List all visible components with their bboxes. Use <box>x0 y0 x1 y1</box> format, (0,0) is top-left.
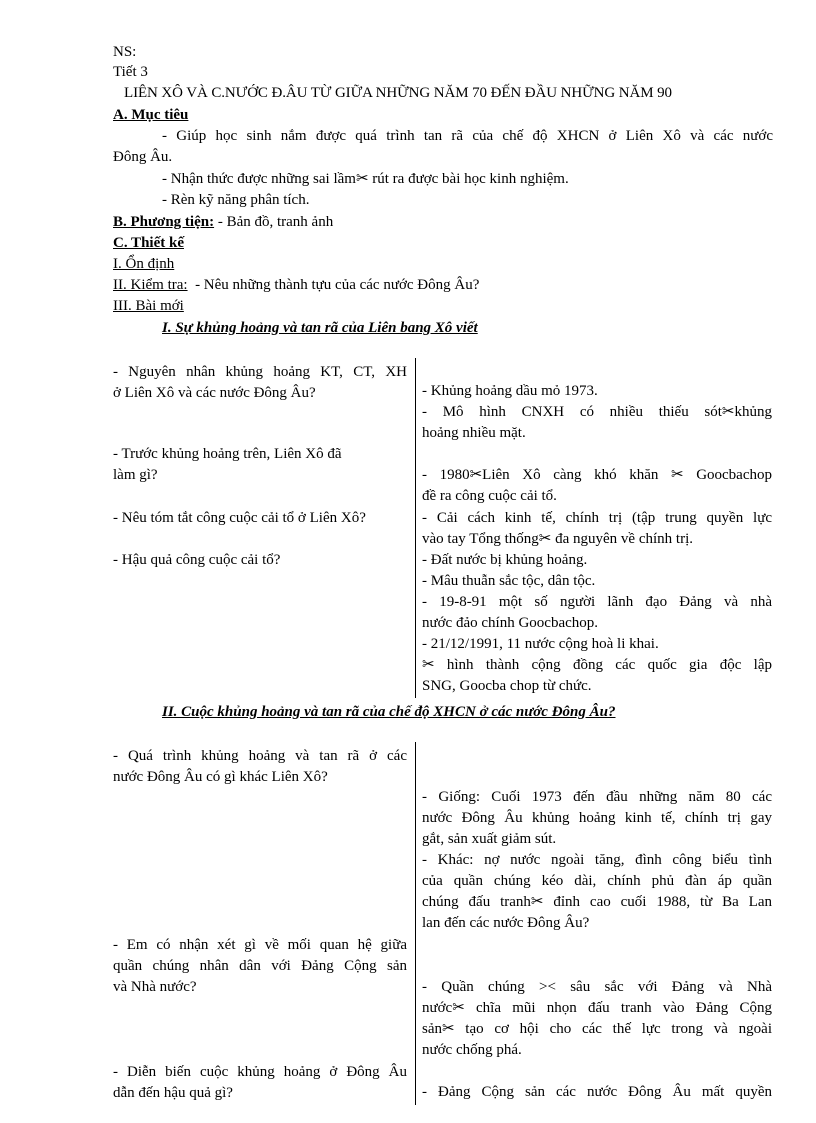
s2-answer-1 <box>422 787 772 934</box>
s2-q3-line-b: dẫn đến hậu quả gì? <box>113 1085 233 1101</box>
s2-q1-line-b: nước Đông Âu có gì khác Liên Xô? <box>113 769 328 785</box>
objective-1a: - Giúp học sinh nắm được quá trình tan rã của chế độ XHCN ở Liên Xô và các nước <box>162 128 773 144</box>
step-bai-moi: III. Bài mới <box>113 298 184 314</box>
ns-label: NS: <box>113 44 137 60</box>
design-heading: C. Thiết kế <box>113 235 184 251</box>
s1-question-4 <box>113 550 407 571</box>
s1-answer-3 <box>422 508 772 550</box>
s1-q1-line-a: - Nguyên nhân khủng hoảng KT, CT, XH <box>113 364 407 380</box>
s2-a1-line-b: nước Đông Âu khủng hoảng kinh tế, chính trị gay <box>422 810 772 826</box>
s1-a1-line-b: - Mô hình CNXH có nhiều thiếu sót✂khủng <box>422 404 772 420</box>
s2-a1-line-g: lan đến các nước Đông Âu? <box>422 915 590 931</box>
lesson-number: Tiết 3 <box>113 64 148 80</box>
s2-answer-2 <box>422 977 772 1061</box>
s2-a1-line-d: - Khác: nợ nước ngoài tăng, đình công biểu tình <box>422 852 772 868</box>
means-text: - Bản đồ, tranh ảnh <box>214 214 334 230</box>
section-2-title: II. Cuộc khủng hoảng và tan rã của chế độ XHCN ở các nước Đông Âu? <box>162 704 616 720</box>
s1-a4-line-e: - 21/12/1991, 11 nước cộng hoà li khai. <box>422 636 659 652</box>
s2-a2-line-c: sản✂ tạo cơ hội cho các thế lực trong và ngoài <box>422 1021 772 1037</box>
s1-a4-line-c: - 19-8-91 một số người lãnh đạo Đảng và nhà <box>422 594 772 610</box>
s1-question-1 <box>113 362 407 404</box>
s2-a2-line-d: nước chống phá. <box>422 1042 522 1058</box>
s2-question-1 <box>113 746 407 788</box>
section-1-title: I. Sự khủng hoảng và tan rã của Liên bang Xô viết <box>162 320 478 336</box>
s1-a2-line-b: đề ra công cuộc cải tổ. <box>422 488 557 504</box>
s2-question-3 <box>113 1062 407 1104</box>
s1-a4-line-f: ✂ hình thành cộng đồng các quốc gia độc lập <box>422 657 772 673</box>
s2-q2-line-c: và Nhà nước? <box>113 979 197 995</box>
s2-a1-line-f: chúng đấu tranh✂ đỉnh cao cuối 1988, từ Ba Lan <box>422 894 772 910</box>
s2-q2-line-b: quần chúng nhân dân với Đảng Cộng sản <box>113 958 407 974</box>
step-kiem-tra <box>113 276 479 295</box>
s2-a1-line-c: gắt, sản xuất giảm sút. <box>422 831 557 847</box>
s1-q4-line: - Hậu quả công cuộc cải tổ? <box>113 552 281 568</box>
s2-a2-line-a: - Quần chúng >< sâu sắc với Đảng và Nhà <box>422 979 772 995</box>
kiem-tra-label: II. Kiểm tra: <box>113 277 188 293</box>
s1-a1-line-c: hoảng nhiều mặt. <box>422 425 526 441</box>
s1-q2-line-a: - Trước khủng hoảng trên, Liên Xô đã <box>113 446 342 462</box>
section-2-divider <box>415 742 416 1105</box>
s2-q2-line-a: - Em có nhận xét gì về mối quan hệ giữa <box>113 937 407 953</box>
s1-q2-line-b: làm gì? <box>113 467 158 483</box>
s1-a4-line-b: - Mâu thuẫn sắc tộc, dân tộc. <box>422 573 596 589</box>
s1-a3-line-a: - Cải cách kinh tế, chính trị (tập trung quyền lực <box>422 510 772 526</box>
s1-q1-line-b: ở Liên Xô và các nước Đông Âu? <box>113 385 316 401</box>
s1-q3-line: - Nêu tóm tắt công cuộc cải tổ ở Liên Xô? <box>113 510 366 526</box>
step-on-dinh: I. Ổn định <box>113 256 175 272</box>
section-1-divider <box>415 358 416 698</box>
s2-q1-line-a: - Quá trình khủng hoảng và tan rã ở các <box>113 748 407 764</box>
kiem-tra-question: - Nêu những thành tựu của các nước Đông Âu? <box>187 277 480 293</box>
objectives-heading: A. Mục tiêu <box>113 107 189 123</box>
objective-3: - Rèn kỹ năng phân tích. <box>162 192 310 208</box>
s2-q3-line-a: - Diễn biến cuộc khủng hoảng ở Đông Âu <box>113 1064 407 1080</box>
s2-answer-3 <box>422 1082 772 1103</box>
means-row <box>113 213 333 232</box>
s2-a1-line-a: - Giống: Cuối 1973 đến đầu những năm 80 các <box>422 789 772 805</box>
s1-a2-line-a: - 1980✂Liên Xô càng khó khăn ✂ Goocbachop <box>422 467 772 483</box>
s2-question-2 <box>113 935 407 998</box>
s1-answer-2 <box>422 465 772 507</box>
s2-a3-line-a: - Đảng Cộng sản các nước Đông Âu mất quyền <box>422 1084 772 1100</box>
s2-a2-line-b: nước✂ chĩa mũi nhọn đấu tranh vào Đảng Cộng <box>422 1000 772 1016</box>
s1-a3-line-b: vào tay Tổng thống✂ đa nguyên về chính trị. <box>422 531 693 547</box>
s2-a1-line-e: của quần chúng kéo dài, chính phủ đàn áp quần <box>422 873 772 889</box>
s1-a4-line-d: nước đảo chính Goocbachop. <box>422 615 599 631</box>
s1-question-2 <box>113 444 407 486</box>
objective-1b: Đông Âu. <box>113 149 173 165</box>
s1-a4-line-g: SNG, Goocba chop từ chức. <box>422 678 592 694</box>
s1-a4-line-a: - Đất nước bị khủng hoảng. <box>422 552 588 568</box>
s1-answer-1 <box>422 381 772 444</box>
page-title: LIÊN XÔ VÀ C.NƯỚC Đ.ÂU TỪ GIỮA NHỮNG NĂM 70 ĐẾN ĐẦU NHỮNG NĂM 90 <box>124 85 672 101</box>
s1-a1-line-a: - Khủng hoảng dầu mỏ 1973. <box>422 383 598 399</box>
s1-question-3 <box>113 508 407 529</box>
s1-answer-4 <box>422 550 772 697</box>
means-heading: B. Phương tiện: <box>113 214 215 230</box>
objective-2: - Nhận thức được những sai lầm✂ rút ra được bài học kinh nghiệm. <box>162 171 569 187</box>
